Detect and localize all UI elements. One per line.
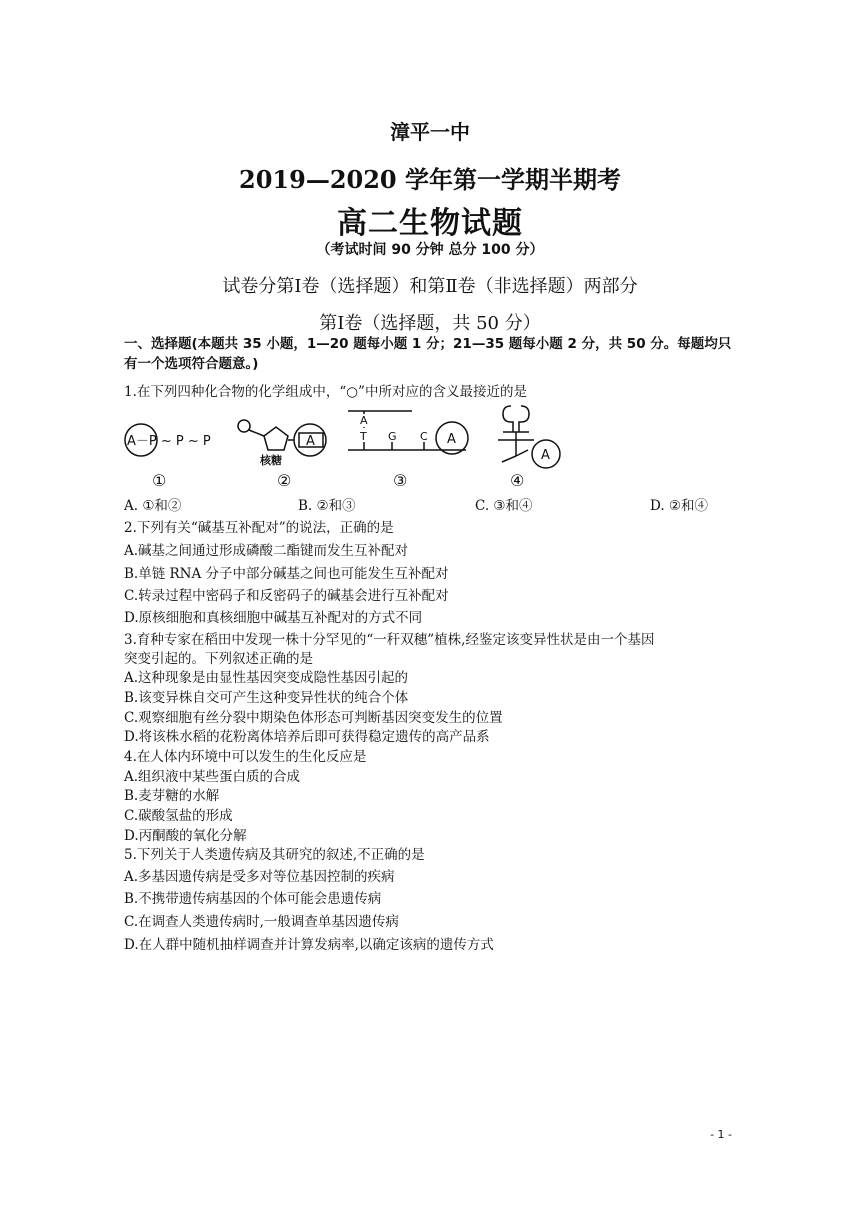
question-5-stem: 5.下列关于人类遗传病及其研究的叙述,不正确的是 [124,847,425,863]
figure-2-nucleotide [238,420,326,467]
question-3-option-b: B.该变异株自交可产生这种变异性状的纯合个体 [124,690,409,706]
question-4-option-b: B.麦芽糖的水解 [124,788,220,804]
question-4-stem: 4.在人体内环境中可以发生的生化反应是 [124,749,367,765]
question-5-option-a: A.多基因遗传病是受多对等位基因控制的疾病 [124,869,395,885]
figure-label-4: ④ [510,471,525,490]
f1-formula: A－P ~ P ~ P [127,434,211,449]
figure-label-3: ③ [393,471,408,490]
question-4-option-c: C.碳酸氢盐的形成 [124,808,233,824]
figure-label-2: ② [277,471,292,490]
f3-g: G [388,430,397,443]
question-3-option-c: C.观察细胞有丝分裂中期染色体形态可判断基因突变发生的位置 [124,710,503,726]
figure-4-trna [498,406,560,468]
school-name: 漳平一中 [390,120,470,144]
exam-time-info: （考试时间 90 分钟 总分 100 分） [316,242,544,258]
question-5-option-d: D.在人群中随机抽样调查并计算发病率,以确定该病的遗传方式 [124,937,494,953]
volume-one-heading: 第Ⅰ卷（选择题，共 50 分） [319,313,541,334]
question-5-option-b: B.不携带遗传病基因的个体可能会患遗传病 [124,891,382,907]
question-3-stem: 3.育种专家在稻田中发现一株十分罕见的“一秆双穗”植株,经鉴定该变异性状是由一个基因 [124,632,655,648]
question-4-option-d: D.丙酮酸的氧化分解 [124,828,247,844]
question-1-option-b: B. ②和③ [298,498,356,514]
question-5-option-c: C.在调查人类遗传病时,一般调查单基因遗传病 [124,914,399,930]
question-2-option-b: B.单链 RNA 分子中部分碱基之间也可能发生互补配对 [124,566,449,582]
f3-a: A [447,432,456,447]
question-4-option-a: A.组织液中某些蛋白质的合成 [124,769,301,785]
question-2-option-a: A.碱基之间通过形成磷酸二酯键而发生互补配对 [124,543,409,559]
compound-structures-figure [116,400,736,492]
f3-t: T [360,430,367,443]
figure-3-dna-strand [348,411,468,454]
question-3-stem-continued: 突变引起的。下列叙述正确的是 [124,651,313,667]
question-2-option-d: D.原核细胞和真核细胞中碱基互补配对的方式不同 [124,610,423,626]
exam-parts-note: 试卷分第Ⅰ卷（选择题）和第Ⅱ卷（非选择题）两部分 [222,276,638,297]
question-1-option-d: D. ②和④ [650,498,709,514]
f4-a: A [541,448,550,463]
question-1-option-a: A. ①和② [124,498,182,514]
question-1-option-c: C. ③和④ [475,498,533,514]
f3-c: C [420,430,428,443]
question-1-stem: 1.在下列四种化合物的化学组成中，“○”中所对应的含义最接近的是 [124,384,527,400]
f2-base: A [306,434,315,449]
section-instructions: 一、选择题(本题共 35 小题，1—20 题每小题 1 分；21—35 题每小题 2 分，共 50 分。每题均只有一个选项符合题意。) [124,336,732,372]
question-3-option-d: D.将该株水稻的花粉离体培养后即可获得稳定遗传的高产品系 [124,729,490,745]
page-number: - 1 - [710,1128,732,1141]
f3-top-a: A [360,414,368,427]
f2-sugar-label: 核糖 [260,454,282,467]
question-2-stem: 2.下列有关“碱基互补配对”的说法，正确的是 [124,520,394,536]
figure-label-1: ① [152,471,167,490]
exam-term: 2019—2020 学年第一学期半期考 [239,165,621,194]
exam-subject-title: 高二生物试题 [337,206,523,241]
question-2-option-c: C.转录过程中密码子和反密码子的碱基会进行互补配对 [124,588,449,604]
question-3-option-a: A.这种现象是由显性基因突变成隐性基因引起的 [124,670,409,686]
figure-1-atp [125,424,211,456]
